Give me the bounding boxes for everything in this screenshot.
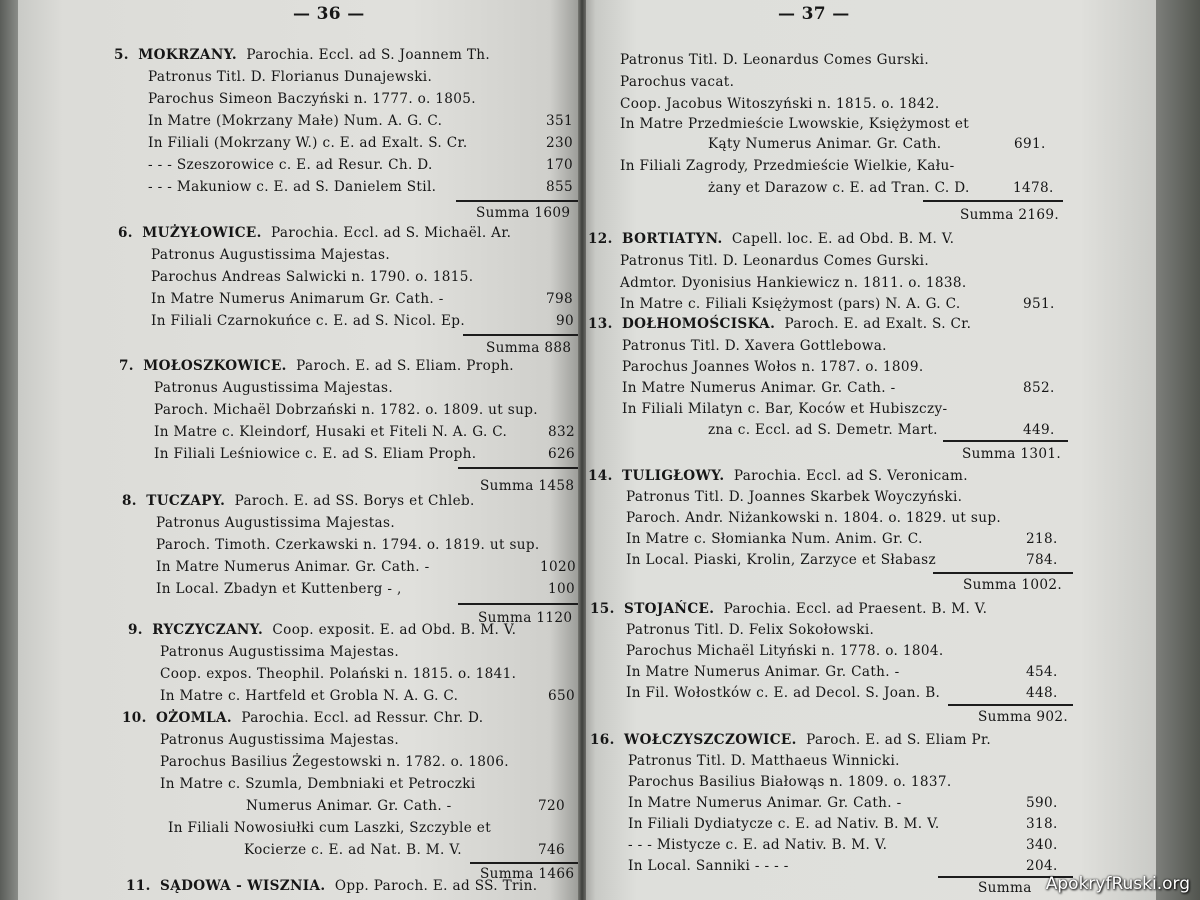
entry-line: Patronus Augustissima Majestas. [160,732,399,748]
entry-heading [122,493,475,509]
entry-line: Patronus Titl. D. Xavera Gottlebowa. [622,338,887,354]
entry-heading [588,468,968,484]
place-name: SĄDOWA - WISZNIA. [160,878,326,894]
summa-total: Summa 902. [978,709,1069,725]
summa-total: Summa 1466 [480,866,575,882]
entry-line: In Local. Sanniki - - - - [628,858,789,874]
entry-head: Capell. loc. E. ad Obd. B. M. V. [731,231,955,247]
entry-line: In Matre Numerus Animar. Gr. Cath. - [628,795,902,811]
sum-rule [456,200,578,202]
entry-head: Coop. exposit. E. ad Obd. B. M. V. [272,622,517,638]
soul-count: 720 [538,798,565,814]
entry-line: Patronus Augustissima Majestas. [154,380,393,396]
book-edge-right [1156,0,1200,900]
sum-rule [458,603,578,605]
place-name: MUŻYŁOWICE. [142,225,262,241]
soul-count: 218. [1026,531,1058,547]
soul-count: 798 [546,291,573,307]
entry-line: - - - Szeszorowice c. E. ad Resur. Ch. D. [148,157,433,173]
entry-line: In Matre Numerus Animar. Gr. Cath. - [622,380,896,396]
entry-line: Parochus Basilius Białowąs n. 1809. o. 1837. [628,774,952,790]
soul-count: 449. [1023,422,1055,438]
sum-rule [463,334,578,336]
entry-number: 5. [114,47,129,63]
entry-head: Paroch. E. ad S. Eliam. Proph. [296,358,514,374]
entry-line: Patronus Augustissima Majestas. [151,247,390,263]
entry-line: In Filiali Nowosiułki cum Laszki, Szczyble et [168,820,492,836]
page-number: — 36 — [293,4,365,24]
entry-heading [122,710,483,726]
entry-head: Opp. Paroch. E. ad SS. Trin. [334,878,538,894]
entry-head: Paroch. E. ad S. Eliam Pr. [806,732,992,748]
entry-line: In Local. Zbadyn et Kuttenberg - , [156,581,402,597]
soul-count: 590. [1026,795,1058,811]
sum-rule [943,440,1068,442]
soul-count: 90 [556,313,574,329]
soul-count: 204. [1026,858,1058,874]
sum-rule [470,862,578,864]
book-spread [18,0,1168,900]
soul-count: 626 [548,446,575,462]
entry-line: In Matre c. Słomianka Num. Anim. Gr. C. [626,531,923,547]
entry-line: Patronus Titl. D. Joannes Skarbek Woyczyński. [626,489,963,505]
place-name: TUCZAPY. [146,493,226,509]
entry-heading [114,47,490,63]
entry-heading [119,358,514,374]
left-page [18,0,578,900]
place-name: TULIGŁOWY. [622,468,725,484]
entry-line: In Filiali (Mokrzany W.) c. E. ad Exalt. S. Cr. [148,135,468,151]
entry-line: Paroch. Andr. Niżankowski n. 1804. o. 1829. ut sup. [626,510,1002,526]
entry-line: Paroch. Michaël Dobrzański n. 1782. o. 1809. ut sup. [154,402,538,418]
entry-line: Parochus Basilius Żegestowski n. 1782. o. 1806. [160,754,509,770]
entry-line: In Fil. Wołostków c. E. ad Decol. S. Joan. B. [626,685,941,701]
entry-head: Parochia. Eccl. ad S. Joannem Th. [246,47,491,63]
entry-line: Parochus Andreas Salwicki n. 1790. o. 1815. [151,269,474,285]
entry-line: In Filiali Czarnokuńce c. E. ad S. Nicol. Ep. [151,313,466,329]
entry-number: 12. [588,231,613,247]
entry-line: Patronus Augustissima Majestas. [156,515,395,531]
entry-line: - - - Makuniow c. E. ad S. Danielem Stil. [148,179,437,195]
entry-line: In Filiali Leśniowice c. E. ad S. Eliam Proph. [154,446,477,462]
entry-line: In Matre Numerus Animar. Gr. Cath. - [626,664,900,680]
entry-head: Parochia. Eccl. ad S. Michaël. Ar. [271,225,512,241]
summa-total: Summa 1301. [962,446,1062,462]
entry-number: 6. [118,225,133,241]
entry-line: Patronus Titl. D. Matthaeus Winnicki. [628,753,900,769]
entry-line: In Filiali Milatyn c. Bar, Koców et Hubiszczy- [622,401,948,417]
entry-number: 7. [119,358,134,374]
place-name: WOŁCZYSZCZOWICE. [624,732,797,748]
watermark: ApokryfRuski.org [1045,874,1190,894]
page-number: — 37 — [778,4,850,24]
entry-line: Patronus Titl. D. Leonardus Comes Gurski. [620,253,930,269]
soul-count: 691. [1014,136,1046,152]
entry-line: Numerus Animar. Gr. Cath. - [246,798,452,814]
entry-head: Parochia. Eccl. ad Praesent. B. M. V. [723,601,988,617]
summa-total: Summa [978,880,1032,896]
entry-heading [590,601,987,617]
entry-line: In Matre c. Szumla, Dembniaki et Petroczki [160,776,476,792]
place-name: OŻOMLA. [156,710,232,726]
summa-total: Summa 1458 [480,478,575,494]
entry-number: 11. [126,878,151,894]
entry-line: Parochus Simeon Baczyński n. 1777. o. 1805. [148,91,476,107]
entry-line: Parochus vacat. [620,74,735,90]
entry-line: Coop. expos. Theophil. Polański n. 1815. o. 1841. [160,666,517,682]
soul-count: 230 [546,135,573,151]
soul-count: 318. [1026,816,1058,832]
soul-count: 100 [548,581,575,597]
sum-rule [458,467,578,469]
entry-number: 15. [590,601,615,617]
entry-line: In Matre c. Hartfeld et Grobla N. A. G. C. [160,688,459,704]
entry-line: Patronus Titl. D. Florianus Dunajewski. [148,69,433,85]
soul-count: 1478. [1013,180,1054,196]
place-name: STOJAŃCE. [624,601,715,617]
entry-line: Kąty Numerus Animar. Gr. Cath. [708,136,942,152]
entry-line: In Matre c. Kleindorf, Husaki et Fiteli N. A. G. C. [154,424,508,440]
entry-line: Parochus Michaël Lityński n. 1778. o. 1804. [626,643,944,659]
book-gutter [578,0,586,900]
entry-line: Coop. Jacobus Witoszyński n. 1815. o. 1842. [620,96,940,112]
sum-rule [923,200,1063,202]
entry-line: In Matre Przedmieście Lwowskie, Księżymost et [620,116,970,132]
entry-head: Paroch. E. ad SS. Borys et Chleb. [234,493,475,509]
entry-line: zna c. Eccl. ad S. Demetr. Mart. [708,422,938,438]
soul-count: 784. [1026,552,1058,568]
soul-count: 951. [1023,296,1055,312]
entry-head: Paroch. E. ad Exalt. S. Cr. [784,316,972,332]
sum-rule [948,704,1073,706]
entry-head: Parochia. Eccl. ad Ressur. Chr. D. [241,710,484,726]
place-name: MOKRZANY. [138,47,237,63]
entry-heading [118,225,511,241]
place-name: DOŁHOMOŚCISKA. [622,316,776,332]
entry-line: Patronus Augustissima Majestas. [160,644,399,660]
soul-count: 1020 [540,559,576,575]
summa-total: Summa 1609 [476,205,571,221]
entry-line: In Local. Piaski, Krolin, Zarzyce et Słabasz [626,552,936,568]
entry-head: Parochia. Eccl. ad S. Veronicam. [733,468,968,484]
entry-line: Admtor. Dyonisius Hankiewicz n. 1811. o. 1838. [620,275,967,291]
summa-total: Summa 2169. [960,207,1060,223]
entry-line: In Matre (Mokrzany Małe) Num. A. G. C. [148,113,443,129]
entry-line: Patronus Titl. D. Felix Sokołowski. [626,622,875,638]
soul-count: 340. [1026,837,1058,853]
soul-count: 650 [548,688,575,704]
soul-count: 170 [546,157,573,173]
entry-heading [126,878,537,894]
entry-line: In Matre Numerus Animarum Gr. Cath. - [151,291,444,307]
soul-count: 454. [1026,664,1058,680]
entry-line: Paroch. Timoth. Czerkawski n. 1794. o. 1819. ut sup. [156,537,540,553]
entry-line: żany et Darazow c. E. ad Tran. C. D. [708,180,970,196]
entry-number: 16. [590,732,615,748]
entry-line: In Filiali Zagrody, Przedmieście Wielkie, Kału- [620,158,955,174]
entry-heading [590,732,991,748]
soul-count: 448. [1026,685,1058,701]
soul-count: 852. [1023,380,1055,396]
entry-line: In Filiali Dydiatycze c. E. ad Nativ. B. M. V. [628,816,940,832]
entry-number: 14. [588,468,613,484]
entry-heading [588,231,954,247]
summa-total: Summa 1120 [478,610,573,626]
entry-line: - - - Mistycze c. E. ad Nativ. B. M. V. [628,837,888,853]
entry-number: 10. [122,710,147,726]
entry-line: Patronus Titl. D. Leonardus Comes Gurski. [620,52,930,68]
entry-number: 8. [122,493,137,509]
soul-count: 855 [546,179,573,195]
entry-line: Parochus Joannes Wołos n. 1787. o. 1809. [622,359,924,375]
place-name: MOŁOSZKOWICE. [143,358,287,374]
entry-heading [588,316,971,332]
sum-rule [933,572,1073,574]
entry-number: 9. [128,622,143,638]
soul-count: 351 [546,113,573,129]
soul-count: 832 [548,424,575,440]
book-edge-left [0,0,18,900]
soul-count: 746 [538,842,565,858]
summa-total: Summa 888 [486,340,572,356]
place-name: BORTIATYN. [622,231,723,247]
right-page [578,0,1168,900]
entry-line: In Matre c. Filiali Księżymost (pars) N. A. G. C. [620,296,961,312]
entry-number: 13. [588,316,613,332]
entry-heading [128,622,516,638]
place-name: RYCZYCZANY. [152,622,264,638]
entry-line: In Matre Numerus Animar. Gr. Cath. - [156,559,430,575]
entry-line: Kocierze c. E. ad Nat. B. M. V. [244,842,462,858]
summa-total: Summa 1002. [963,577,1063,593]
